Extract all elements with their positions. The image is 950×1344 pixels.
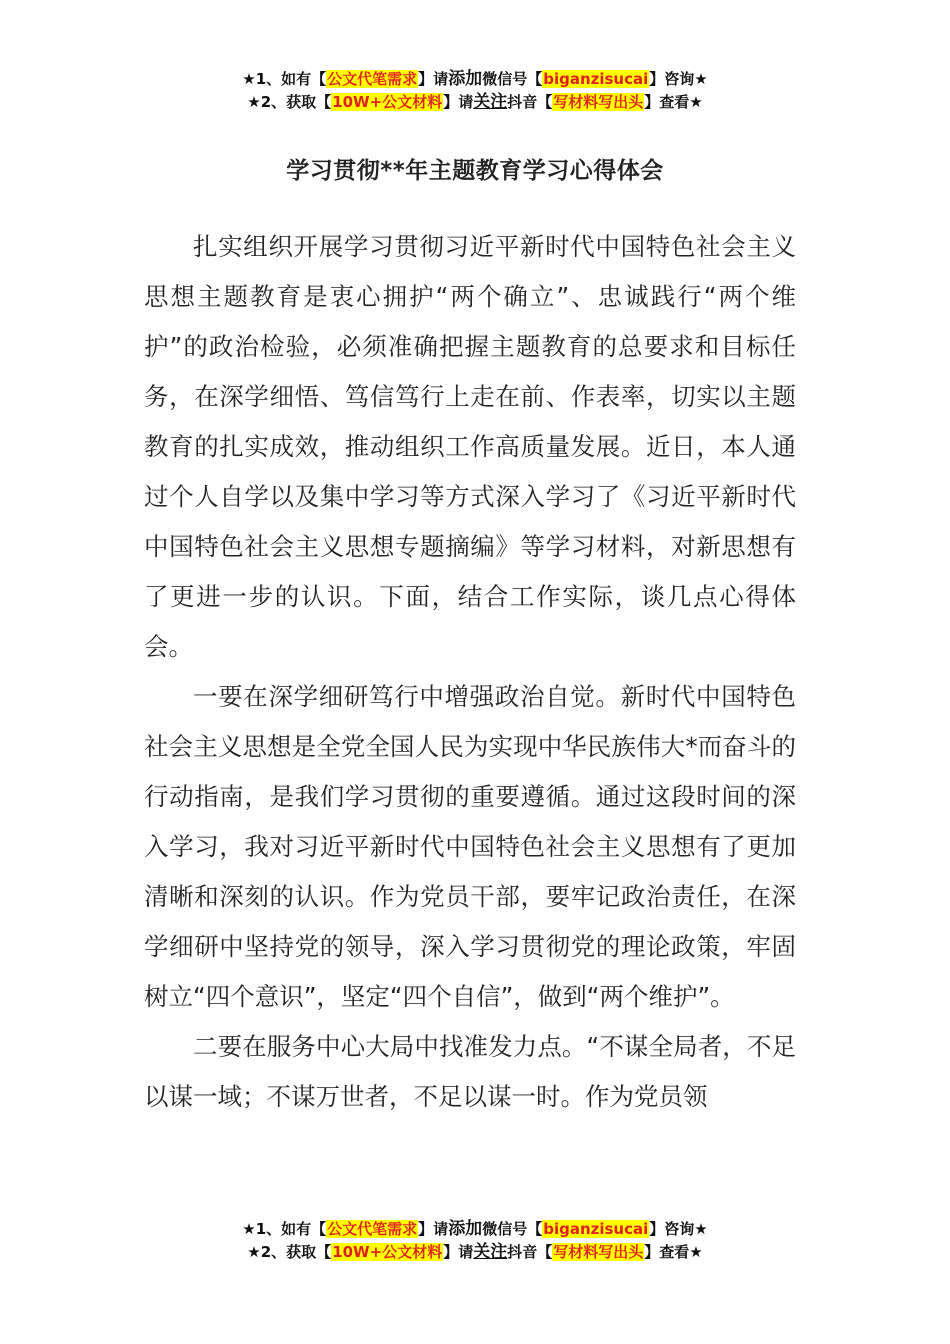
banner-text: 】请 [418, 1220, 449, 1238]
document-title: 学习贯彻**年主题教育学习心得体会 [286, 158, 664, 184]
star-icon: ★ [689, 93, 703, 111]
star-icon: ★ [694, 1220, 708, 1238]
footer-banner [0, 1218, 950, 1264]
paragraph: 扎实组织开展学习贯彻习近平新时代中国特色社会主义思想主题教育是衷心拥护“两个确立”、忠诚践行“两个维护”的政治检验，必须准确把握主题教育的总要求和目标任务，在深学细悟、笃信笃行上走在前、作表率，切实以主题教育的扎实成效，推动组织工作高质量发展。近日，本人通过个人自学以及集中学习等方式深入学习了《习近平新时代中国特色社会主义思想专题摘编》等学习材料，对新思想有了更进一步的认识。下面，结合工作实际，谈几点心得体会。 [144, 232, 796, 661]
banner-text: 】查看 [644, 1243, 690, 1261]
paragraph: 一要在深学细研笃行中增强政治自觉。新时代中国特色社会主义思想是全党全国人民为实现中华民族伟大*而奋斗的行动指南，是我们学习贯彻的重要遵循。通过这段时间的深入学习，我对习近平新时代中国特色社会主义思想有了更加清晰和深刻的认识。作为党员干部，要牢记政治责任，在深学细研中坚持党的领导，深入学习贯彻党的理论政策，牢固树立“四个意识”，坚定“四个自信”，做到“两个维护”。 [144, 682, 796, 1011]
star-icon: ★ [694, 70, 708, 88]
header-banner [0, 68, 950, 114]
highlight-wechat-id: biganzisucai [543, 1220, 649, 1238]
star-icon: ★ [242, 1220, 256, 1238]
banner-text: 】请 [443, 1243, 474, 1261]
highlight-service: 公文代笔需求 [327, 70, 418, 88]
star-icon: ★ [689, 1243, 703, 1261]
banner-text: 】查看 [644, 93, 690, 111]
star-icon: ★ [247, 93, 261, 111]
highlight-service: 公文代笔需求 [327, 1220, 418, 1238]
star-icon: ★ [242, 70, 256, 88]
banner-line-1 [0, 68, 950, 91]
banner-text: 】请 [418, 70, 449, 88]
banner-text: 】咨询 [649, 1220, 695, 1238]
banner-text: 微信号【 [482, 1220, 543, 1238]
banner-text: 抖音【 [507, 93, 553, 111]
highlight-douyin: 写材料写出头 [553, 93, 644, 111]
highlight-materials: 10W+公文材料 [332, 1243, 443, 1261]
banner-text: 】请 [443, 93, 474, 111]
document-body [144, 222, 796, 1122]
banner-emphasis: 关注 [473, 92, 508, 112]
banner-emphasis: 关注 [473, 1242, 508, 1262]
banner-text: 微信号【 [482, 70, 543, 88]
star-icon: ★ [247, 1243, 261, 1261]
banner-text: 2、获取【 [260, 93, 332, 111]
banner-emphasis: 添加 [448, 69, 483, 89]
highlight-materials: 10W+公文材料 [332, 93, 443, 111]
banner-line-2 [0, 91, 950, 114]
banner-text: 】咨询 [649, 70, 695, 88]
highlight-douyin: 写材料写出头 [553, 1243, 644, 1261]
banner-emphasis: 添加 [448, 1219, 483, 1239]
banner-line-2 [0, 1241, 950, 1264]
banner-text: 抖音【 [507, 1243, 553, 1261]
paragraph: 二要在服务中心大局中找准发力点。“不谋全局者，不足以谋一域；不谋万世者，不足以谋一时。作为党员领 [144, 1032, 796, 1111]
banner-text: 2、获取【 [260, 1243, 332, 1261]
banner-line-1 [0, 1218, 950, 1241]
highlight-wechat-id: biganzisucai [543, 70, 649, 88]
banner-text: 1、如有【 [255, 1220, 327, 1238]
banner-text: 1、如有【 [255, 70, 327, 88]
